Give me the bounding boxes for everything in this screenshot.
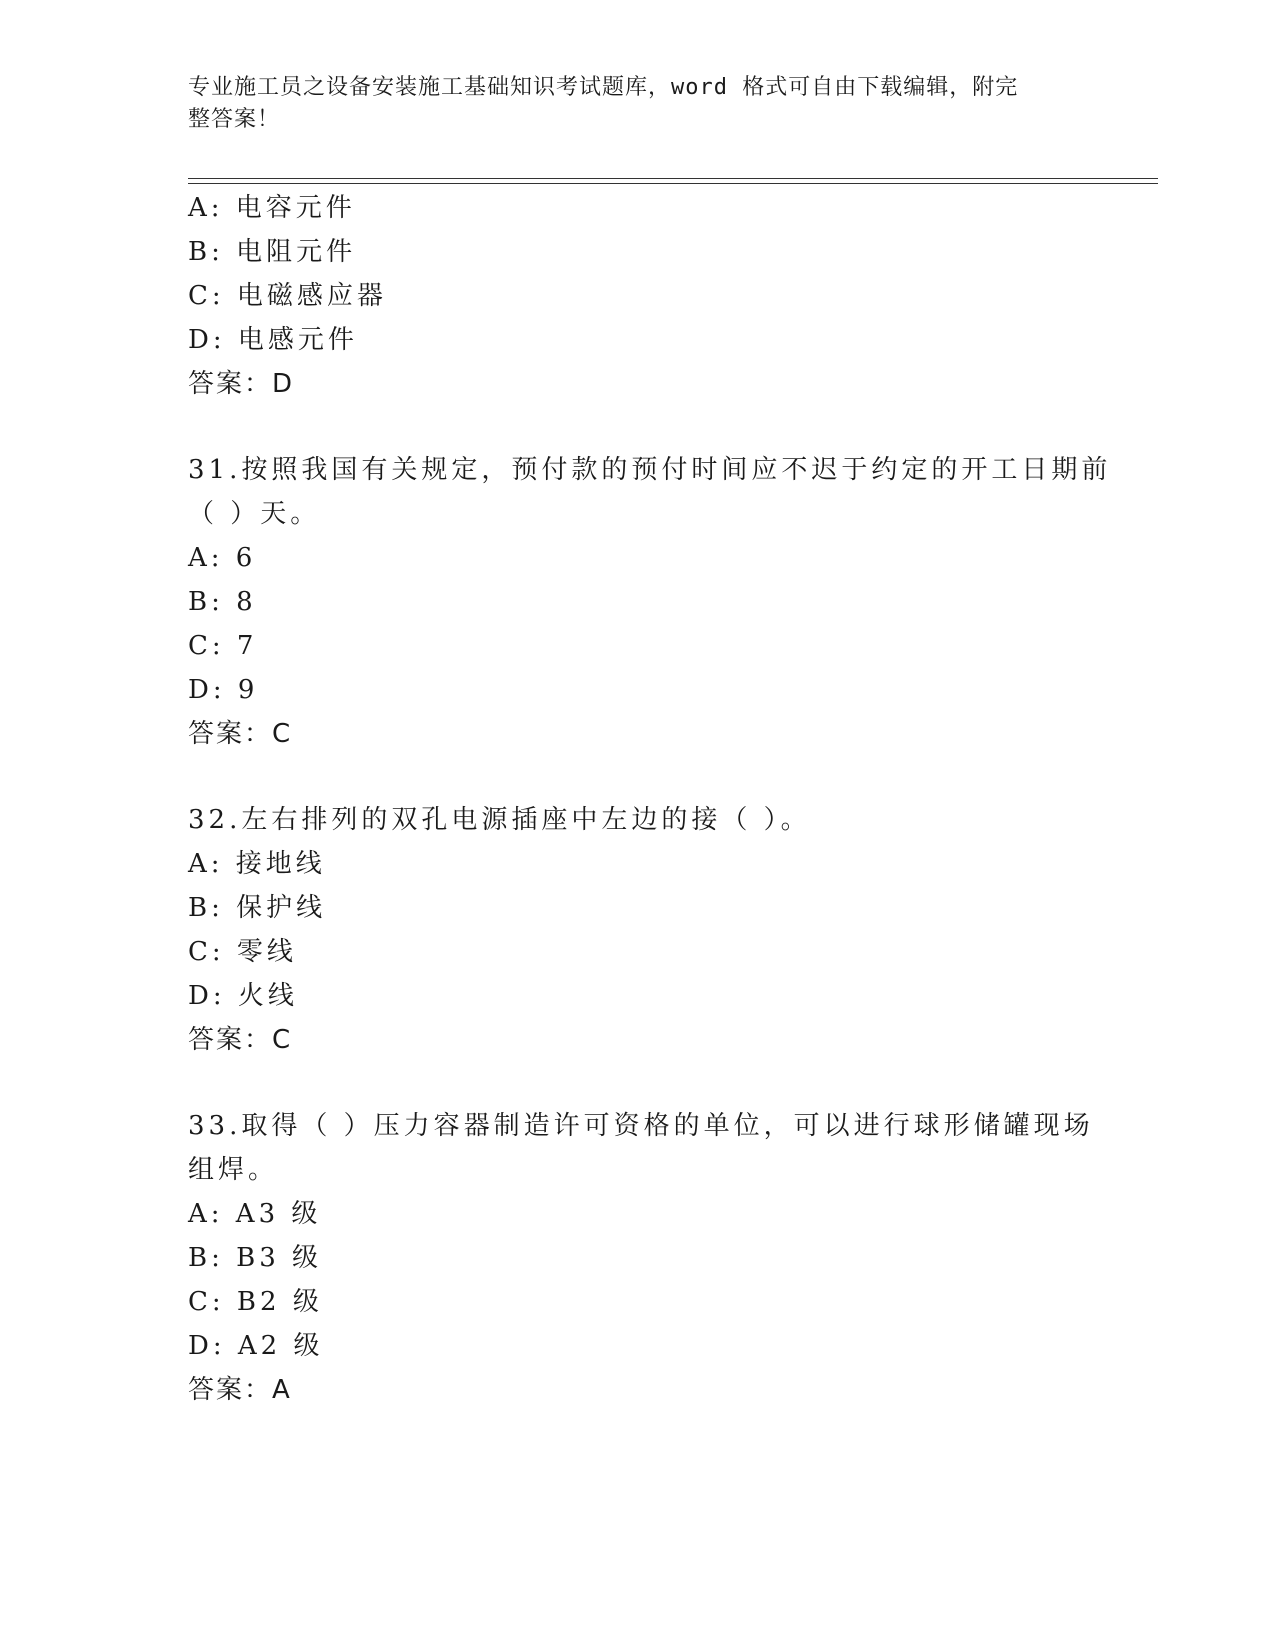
option-a: A: 接地线 bbox=[188, 849, 326, 879]
option-c: C: B2 级 bbox=[188, 1287, 323, 1317]
question-31-stem: 31.按照我国有关规定，预付款的预付时间应不迟于约定的开工日期前 bbox=[188, 455, 1112, 485]
question-33-stem-cont: 组焊。 bbox=[188, 1155, 279, 1185]
option-c: C: 7 bbox=[188, 631, 258, 661]
document-header bbox=[188, 72, 1068, 136]
answer-line: 答案：D bbox=[188, 369, 295, 399]
answer-line: 答案：C bbox=[188, 719, 293, 749]
option-b: B: 8 bbox=[188, 587, 257, 617]
option-b: B: 电阻元件 bbox=[188, 237, 357, 267]
question-31-stem-cont: （ ）天。 bbox=[188, 499, 321, 529]
option-d: D: 火线 bbox=[188, 981, 298, 1011]
option-b: B: 保护线 bbox=[188, 893, 327, 923]
header-line-1: 专业施工员之设备安装施工基础知识考试题库，word 格式可自由下载编辑，附完 bbox=[188, 75, 1019, 100]
option-c: C: 零线 bbox=[188, 937, 297, 967]
answer-line: 答案：A bbox=[188, 1375, 292, 1405]
option-a: A: 6 bbox=[188, 543, 257, 573]
answer-line: 答案：C bbox=[188, 1025, 293, 1055]
option-d: D: 9 bbox=[188, 675, 259, 705]
question-33-stem: 33.取得（ ）压力容器制造许可资格的单位，可以进行球形储罐现场 bbox=[188, 1111, 1094, 1141]
question-32-stem: 32.左右排列的双孔电源插座中左边的接（ ）。 bbox=[188, 805, 811, 835]
option-b: B: B3 级 bbox=[188, 1243, 323, 1273]
option-c: C: 电磁感应器 bbox=[188, 281, 387, 311]
header-divider-top bbox=[188, 178, 1158, 179]
option-d: D: A2 级 bbox=[188, 1331, 324, 1361]
header-divider-bottom bbox=[188, 183, 1158, 184]
option-a: A: A3 级 bbox=[188, 1199, 322, 1229]
option-d: D: 电感元件 bbox=[188, 325, 358, 355]
option-a: A: 电容元件 bbox=[188, 193, 356, 223]
header-line-2: 整答案！ bbox=[188, 107, 281, 132]
